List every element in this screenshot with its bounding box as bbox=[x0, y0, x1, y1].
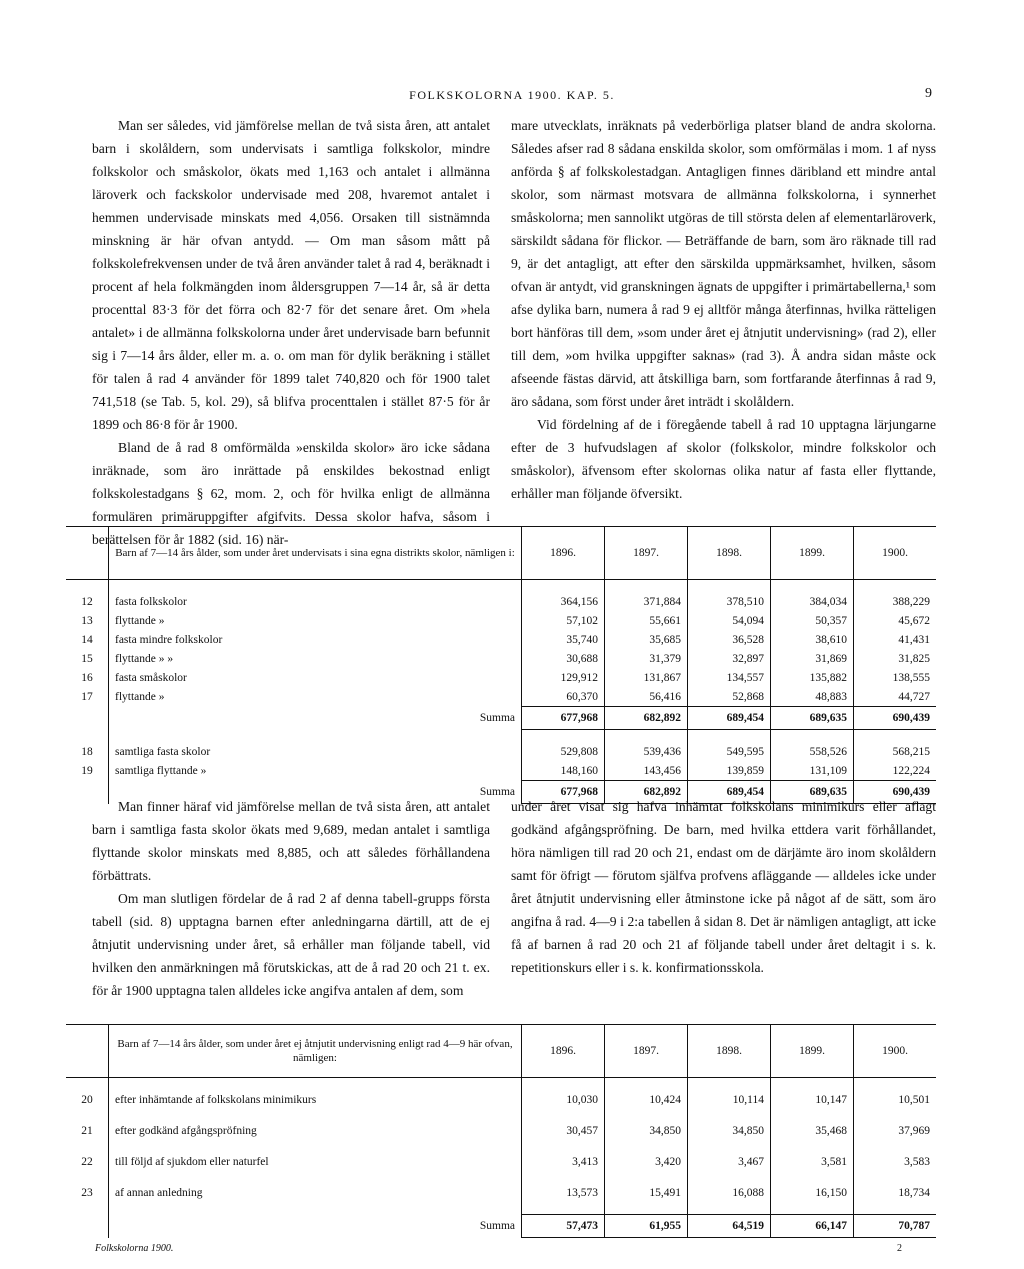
cell: 549,595 bbox=[688, 742, 771, 761]
summa-cell: 690,439 bbox=[854, 707, 937, 730]
year-header: 1898. bbox=[688, 1025, 771, 1078]
cell: 35,685 bbox=[605, 630, 688, 649]
cell: 45,672 bbox=[854, 611, 937, 630]
cell: 38,610 bbox=[771, 630, 854, 649]
summa-label: Summa bbox=[479, 1220, 515, 1232]
summa-cell: 689,454 bbox=[688, 781, 771, 804]
cell: 16,088 bbox=[688, 1183, 771, 1202]
page-number: 9 bbox=[925, 86, 932, 101]
table-row bbox=[66, 611, 936, 630]
cell: 31,379 bbox=[605, 649, 688, 668]
summa-cell: 57,473 bbox=[522, 1215, 605, 1238]
row-label: samtliga fasta skolor bbox=[115, 745, 211, 758]
year-header: 1900. bbox=[854, 1025, 937, 1078]
cell: 34,850 bbox=[688, 1121, 771, 1140]
row-label: efter godkänd afgångspröfning bbox=[115, 1124, 257, 1137]
cell: 122,224 bbox=[854, 761, 937, 781]
right-column-middle bbox=[511, 795, 936, 979]
cell: 131,867 bbox=[605, 668, 688, 687]
table-row bbox=[66, 649, 936, 668]
cell: 135,882 bbox=[771, 668, 854, 687]
cell: 56,416 bbox=[605, 687, 688, 707]
table-row bbox=[66, 1152, 936, 1171]
table-row bbox=[66, 742, 936, 761]
summa-row bbox=[66, 707, 936, 730]
summa-cell: 682,892 bbox=[605, 707, 688, 730]
cell: 18,734 bbox=[854, 1183, 937, 1202]
summa-label: Summa bbox=[479, 786, 515, 798]
paragraph: Bland de å rad 8 omförmälda »enskilda skolor» äro icke sådana inräknade, som äro inrättade på enskildes bekostnad enligt folkskolestadgans § 62, mom. 2, och för hvilka enligt de allmänna formulären primäruppgifter afgifvits. Dessa skolor hafva, såsom i berättelsen för år 1882 (sid. 16) när- bbox=[92, 440, 490, 547]
cell: 10,147 bbox=[771, 1090, 854, 1109]
row-label: fasta folkskolor bbox=[115, 595, 187, 608]
row-number: 13 bbox=[66, 611, 109, 630]
row-label: samtliga flyttande » bbox=[115, 764, 207, 777]
cell: 3,420 bbox=[605, 1152, 688, 1171]
cell: 364,156 bbox=[522, 592, 605, 611]
cell: 568,215 bbox=[854, 742, 937, 761]
summa-cell: 689,454 bbox=[688, 707, 771, 730]
row-label: efter inhämtande af folkskolans minimikurs bbox=[115, 1093, 317, 1106]
row-number: 23 bbox=[66, 1183, 109, 1202]
table-header-row bbox=[66, 527, 936, 580]
cell: 384,034 bbox=[771, 592, 854, 611]
cell: 134,557 bbox=[688, 668, 771, 687]
cell: 388,229 bbox=[854, 592, 937, 611]
year-header: 1897. bbox=[605, 1025, 688, 1078]
row-number: 16 bbox=[66, 668, 109, 687]
paragraph: mare utvecklats, inräknats på vederbörliga platser bland de andra skolorna. Således afser rad 8 sådana enskilda skolor, som omförmälas i mom. 1 af nyss anförda § af folkskolestadgan. Antagligen finnes däribland ett mindre antal skolor, som närmast motsvara de allmänna folkskolorna, i synnerhet småskolorna; men sannolikt utgöras de till största delen af elementarläroverk, särskildt sådana för flickor. — Beträffande de barn, som äro räknade till rad 9, är det antagligt, att efter den särskilda uppmärksamhet, hvilken, såsom ofvan är antydt, vid granskningen ägnats de uppgifter i primärtabellerna,¹ som afse dylika barn, numera å rad 9 ej alltför många återfinnas, hvilka rätteligen bort hänföras till dem, »som under året ej åtnjutit undervisning» (rad 2), eller till dem, »om hvilka uppgifter saknas» (rad 3). Å andra sidan måste ock afseende fästas därvid, att åtskilliga barn, som fortfarande återfinnas å rad 9, äro sådana, som först under året inträdt i skolåldern. bbox=[511, 118, 936, 409]
cell: 54,094 bbox=[688, 611, 771, 630]
cell: 558,526 bbox=[771, 742, 854, 761]
cell: 31,825 bbox=[854, 649, 937, 668]
row-number: 14 bbox=[66, 630, 109, 649]
cell: 52,868 bbox=[688, 687, 771, 707]
row-number: 17 bbox=[66, 687, 109, 707]
cell: 539,436 bbox=[605, 742, 688, 761]
left-column-middle bbox=[92, 795, 490, 1002]
cell: 10,424 bbox=[605, 1090, 688, 1109]
row-label: af annan anledning bbox=[115, 1186, 203, 1199]
non-attendance-reasons-table bbox=[66, 1024, 936, 1238]
summa-cell: 64,519 bbox=[688, 1215, 771, 1238]
summa-cell: 690,439 bbox=[854, 781, 937, 804]
row-number: 19 bbox=[66, 761, 109, 781]
cell: 3,581 bbox=[771, 1152, 854, 1171]
cell: 129,912 bbox=[522, 668, 605, 687]
schools-distribution-table bbox=[66, 526, 936, 804]
cell: 3,413 bbox=[522, 1152, 605, 1171]
table-row bbox=[66, 668, 936, 687]
row-number: 22 bbox=[66, 1152, 109, 1171]
year-header: 1899. bbox=[771, 1025, 854, 1078]
cell: 138,555 bbox=[854, 668, 937, 687]
cell: 50,357 bbox=[771, 611, 854, 630]
table-row bbox=[66, 1090, 936, 1109]
row-number: 15 bbox=[66, 649, 109, 668]
cell: 48,883 bbox=[771, 687, 854, 707]
row-label: fasta småskolor bbox=[115, 671, 187, 684]
table-row bbox=[66, 1121, 936, 1140]
year-header: 1896. bbox=[522, 527, 605, 580]
table-header-row bbox=[66, 1025, 936, 1078]
left-column-top bbox=[92, 114, 490, 551]
running-title: FOLKSKOLORNA 1900. KAP. 5. bbox=[409, 88, 615, 102]
cell: 131,109 bbox=[771, 761, 854, 781]
cell: 13,573 bbox=[522, 1183, 605, 1202]
year-header: 1897. bbox=[605, 527, 688, 580]
paragraph: Om man slutligen fördelar de å rad 2 af denna tabell-grupps första tabell (sid. 8) upptagna barnen efter anledningarna därtill, att de ej åtnjutit undervisning under året, så erhåller man följande tabell, vid hvilken den anmärkningen må förutskickas, att de å rad 20 och 21 t. ex. för år 1900 upptagna talen alldeles icke angifva antalen af dem, som bbox=[92, 891, 490, 998]
row-number: 12 bbox=[66, 592, 109, 611]
table-header-description: Barn af 7—14 års ålder, som under året ej åtnjutit undervisning enligt rad 4—9 här ofvan, nämligen: bbox=[109, 1025, 522, 1078]
cell: 3,467 bbox=[688, 1152, 771, 1171]
year-header: 1896. bbox=[522, 1025, 605, 1078]
table-row bbox=[66, 1183, 936, 1202]
cell: 378,510 bbox=[688, 592, 771, 611]
cell: 139,859 bbox=[688, 761, 771, 781]
cell: 32,897 bbox=[688, 649, 771, 668]
table-row bbox=[66, 592, 936, 611]
table-row bbox=[66, 687, 936, 707]
row-label: fasta mindre folkskolor bbox=[115, 633, 223, 646]
paragraph: under året visat sig hafva inhämtat folkskolans minimikurs eller aflagt godkänd afgångspröfning. De barn, med hvilka ettdera varit förhållandet, höra nämligen till rad 20 och 21, endast om de därjämte äro inom skolåldern samt för öfrigt — förutom själfva profvens afläggande — alldeles icke under året åtnjutit undervisning eller åtminstone icke på något af de sätt, som äro angifna å rad. 4—9 i 2:a tabellen å sidan 8. Det är nämligen antagligt, att icke få af barnen å rad 20 och 21 af följande tabell under året deltagit i s. k. repetitionskurs eller i s. k. konfirmationsskola. bbox=[511, 799, 936, 975]
cell: 10,114 bbox=[688, 1090, 771, 1109]
cell: 44,727 bbox=[854, 687, 937, 707]
cell: 16,150 bbox=[771, 1183, 854, 1202]
summa-cell: 689,635 bbox=[771, 707, 854, 730]
year-header: 1900. bbox=[854, 527, 937, 580]
footer-signature-mark: 2 bbox=[897, 1243, 902, 1254]
cell: 148,160 bbox=[522, 761, 605, 781]
summa-row bbox=[66, 1215, 936, 1238]
cell: 30,457 bbox=[522, 1121, 605, 1140]
cell: 10,501 bbox=[854, 1090, 937, 1109]
summa-cell: 66,147 bbox=[771, 1215, 854, 1238]
summa-cell: 677,968 bbox=[522, 707, 605, 730]
cell: 55,661 bbox=[605, 611, 688, 630]
row-label: flyttande » » bbox=[115, 652, 174, 665]
row-number: 18 bbox=[66, 742, 109, 761]
cell: 143,456 bbox=[605, 761, 688, 781]
paragraph: Vid fördelning af de i föregående tabell å rad 10 upptagna lärjungarne efter de 3 hufvudslagen af skolor (folkskolor, mindre folkskolor och småskolor), äfvensom efter skolornas olika natur af fasta eller flyttande, erhåller man följande öfversikt. bbox=[511, 417, 936, 501]
table-row bbox=[66, 761, 936, 781]
summa-label: Summa bbox=[479, 712, 515, 724]
footer-source: Folkskolorna 1900. bbox=[95, 1243, 174, 1254]
row-number: 21 bbox=[66, 1121, 109, 1140]
summa-cell: 70,787 bbox=[854, 1215, 937, 1238]
cell: 35,468 bbox=[771, 1121, 854, 1140]
cell: 37,969 bbox=[854, 1121, 937, 1140]
cell: 34,850 bbox=[605, 1121, 688, 1140]
summa-cell: 682,892 bbox=[605, 781, 688, 804]
cell: 31,869 bbox=[771, 649, 854, 668]
paragraph: Man ser således, vid jämförelse mellan de två sista åren, att antalet barn i skolåldern, som undervisats i samtliga folkskolor, mindre folkskolor och småskolor, ökats med 1,163 och antalet i allmänna läroverk och fackskolor undervisade med 208, hvaremot antalet i hemmen undervisade minskats med 4,056. Orsaken till sistnämnda minskning är här ofvan antydd. — Om man såsom mått på folkskolefrekvensen under de två åren använder talet å rad 4, beräknadt i procent af hela folkmängden inom åldersgruppen 7—14 år, så är detta procenttal 83·3 för det förra och 82·7 för det senare året. Om »hela antalet» i de allmänna folkskolorna under året undervisade barn befunnit sig i 7—14 års ålder, eller m. a. o. om man för dylik beräkning i stället för talen å rad 4 använder för 1899 talet 740,820 och för 1900 talet 741,518 (se Tab. 5, kol. 29), så blifva procenttalen i stället 87·5 för år 1899 och 86·8 för år 1900. bbox=[92, 118, 490, 432]
row-number: 20 bbox=[66, 1090, 109, 1109]
cell: 57,102 bbox=[522, 611, 605, 630]
cell: 371,884 bbox=[605, 592, 688, 611]
cell: 529,808 bbox=[522, 742, 605, 761]
cell: 10,030 bbox=[522, 1090, 605, 1109]
cell: 36,528 bbox=[688, 630, 771, 649]
year-header: 1899. bbox=[771, 527, 854, 580]
cell: 35,740 bbox=[522, 630, 605, 649]
summa-cell: 677,968 bbox=[522, 781, 605, 804]
table-row bbox=[66, 630, 936, 649]
cell: 30,688 bbox=[522, 649, 605, 668]
table-header-description: Barn af 7—14 års ålder, som under året undervisats i sina egna distrikts skolor, nämligen i: bbox=[109, 527, 522, 580]
paragraph: Man finner häraf vid jämförelse mellan de två sista åren, att antalet barn i samtliga fasta skolor ökats med 9,689, medan antalet i samtliga flyttande skolor minskats med 8,885, och att således förhållandena förbättrats. bbox=[92, 799, 490, 883]
row-label: till följd af sjukdom eller naturfel bbox=[115, 1155, 269, 1168]
row-label: flyttande » bbox=[115, 614, 165, 627]
cell: 60,370 bbox=[522, 687, 605, 707]
summa-cell: 61,955 bbox=[605, 1215, 688, 1238]
summa-cell: 689,635 bbox=[771, 781, 854, 804]
year-header: 1898. bbox=[688, 527, 771, 580]
row-label: flyttande » bbox=[115, 690, 165, 703]
cell: 3,583 bbox=[854, 1152, 937, 1171]
cell: 15,491 bbox=[605, 1183, 688, 1202]
cell: 41,431 bbox=[854, 630, 937, 649]
right-column-top bbox=[511, 114, 936, 505]
